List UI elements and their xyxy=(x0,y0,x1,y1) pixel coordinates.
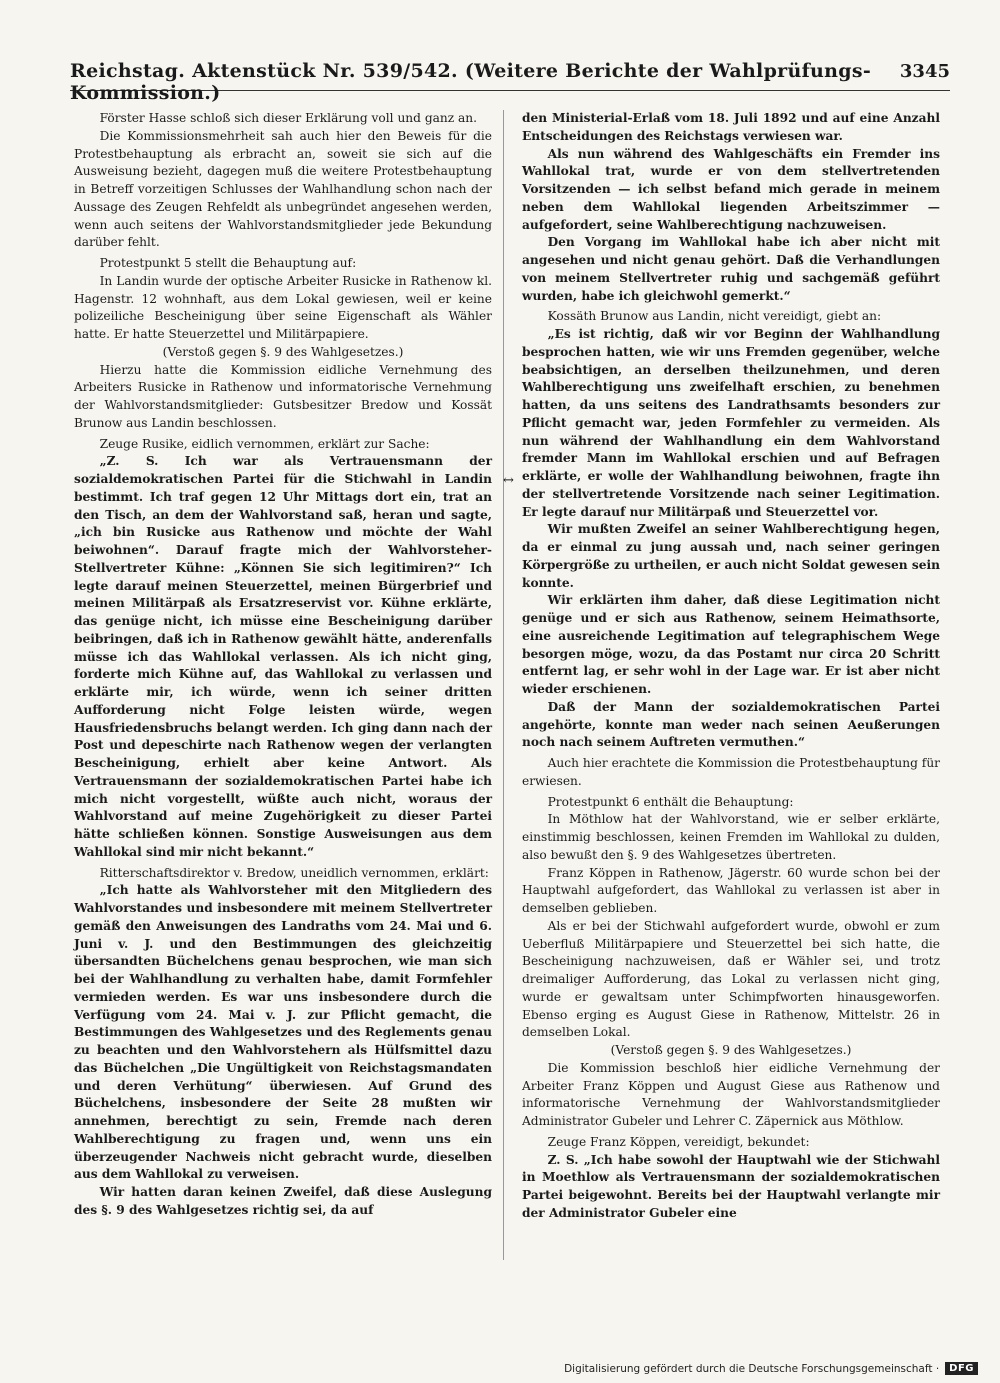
paragraph: Daß der Mann der sozialdemokratischen Partei angehörte, konnte man weder nach seinen Aeußerungen noch nach seinem Auftreten vermuthen.“ xyxy=(522,699,940,750)
paragraph: Hierzu hatte die Kommission eidliche Vernehmung des Arbeiters Rusicke in Rathenow und informatorische Vernehmung der Wahlvorstandsmitglieder: Gutsbesitzer Bredow und Kossät Brunow aus Landin beschlossen. xyxy=(74,362,492,430)
footer-credit: Digitalisierung gefördert durch die Deutsche Forschungsgemeinschaft · xyxy=(564,1362,940,1375)
paragraph: Protestpunkt 6 enthält die Behauptung: xyxy=(547,794,794,809)
paragraph: Wir mußten Zweifel an seiner Wahlberechtigung hegen, da er einmal zu jung aussah und, nach seiner geringen Körpergröße zu urtheilen, er auch nicht Soldat gewesen sein konnte. xyxy=(522,522,940,590)
paragraph: Franz Köppen in Rathenow, Jägerstr. 60 wurde schon bei der Hauptwahl aufgefordert, das Wahllokal zu verlassen ist aber in demselben geblieben. xyxy=(522,865,940,915)
paragraph: (Verstoß gegen §. 9 des Wahlgesetzes.) xyxy=(610,1043,852,1057)
paragraph: Auch hier erachtete die Kommission die Protestbehauptung für erwiesen. xyxy=(522,756,940,788)
left-column xyxy=(74,110,492,1220)
paragraph: Förster Hasse schloß sich dieser Erklärung voll und ganz an. xyxy=(99,111,478,125)
column-divider xyxy=(503,110,504,1260)
footer xyxy=(564,1362,978,1375)
paragraph: Ritterschaftsdirektor v. Bredow, uneidlich vernommen, erklärt: xyxy=(99,865,489,880)
paragraph: Wir hatten daran keinen Zweifel, daß diese Auslegung des §. 9 des Wahlgesetzes richtig sei, da auf xyxy=(74,1185,492,1217)
paragraph: Z. S. „Ich habe sowohl der Hauptwahl wie der Stichwahl in Moethlow als Vertrauensmann der sozialdemokratischen Partei beigewohnt. Bereits bei der Hauptwahl verlangte mir der Administrator Gubeler eine xyxy=(522,1152,940,1220)
paragraph: Wir erklärten ihm daher, daß diese Legitimation nicht genüge und er sich aus Rathenow, seinem Heimathsorte, eine ausreichende Legitimation auf telegraphischem Wege besorgen möge, wozu, da das Postamt nur circa 20 Schritt entfernt lag, er sehr wohl in der Lage war. Er ist aber nicht wieder erschienen. xyxy=(522,593,940,696)
paragraph: Die Kommission beschloß hier eidliche Vernehmung der Arbeiter Franz Köppen und August Giese aus Rathenow und informatorische Vernehmung der Wahlvorstandsmitglieder Administrator Gubeler und Lehrer C. Zäpernick aus Möthlow. xyxy=(522,1060,940,1128)
margin-marker-icon: ↔ xyxy=(503,473,514,488)
paragraph: Zeuge Rusike, eidlich vernommen, erklärt zur Sache: xyxy=(99,436,430,451)
paragraph: In Möthlow hat der Wahlvorstand, wie er selber erklärte, einstimmig beschlossen, keinen Fremden im Wahllokal zu dulden, also bewußt den §. 9 des Wahlgesetzes übertreten. xyxy=(522,812,940,862)
paragraph: In Landin wurde der optische Arbeiter Rusicke in Rathenow kl. Hagenstr. 12 wohnhaft, aus dem Lokal gewiesen, weil er keine polizeiliche Bescheinigung über seine Eigenschaft als Wähler hatte. Er hatte Steuerzettel und Militärpapiere. xyxy=(74,273,492,341)
paragraph: „Z. S. Ich war als Vertrauensmann der sozialdemokratischen Partei für die Stichwahl in Landin bestimmt. Ich traf gegen 12 Uhr Mittags dort ein, trat an den Tisch, an dem der Wahlvorstand saß, heran und sagte, „ich bin Rusicke aus Rathenow und möchte der Wahl beiwohnen“. Darauf fragte mich der Wahlvorsteher-Stellvertreter Kühne: „Können Sie sich legitimiren?“ Ich legte darauf meinen Steuerzettel, meinen Bürgerbrief und meinen Militärpaß als Ersatzreservist vor. Kühne erklärte, das genüge nicht, ich müsse eine Bescheinigung darüber beibringen, daß ich in Rathenow gewählt hätte, anderenfalls müsse ich das Wahllokal verlassen. Als ich nicht ging, forderte mich Kühne auf, das Wahllokal zu verlassen und erklärte mir, ich würde, wenn ich seiner dritten Aufforderung nicht Folge leisten würde, wegen Hausfriedensbruchs belangt werden. Ich ging dann nach der Post und depeschirte nach Rathenow wegen der verlangten Bescheinigung, erhielt aber keine Antwort. Als Vertrauensmann der sozialdemokratischen Partei habe ich mich nicht vorgestellt, wüßte auch nicht, woraus der Wahlvorstand auf meine Zugehörigkeit zu dieser Partei hätte schließen können. Sonstige Ausweisungen aus dem Wahllokal sind mir nicht bekannt.“ xyxy=(74,454,492,859)
right-column xyxy=(522,110,940,1223)
paragraph: Als nun während des Wahlgeschäfts ein Fremder ins Wahllokal trat, wurde er von dem stellvertretenden Vorsitzenden — ich selbst befand mich gerade in meinem neben dem Wahllokal liegenden Arbeitszimmer — aufgefordert, seine Wahlberechtigung nachzuweisen. xyxy=(522,146,940,232)
paragraph: Zeuge Franz Köppen, vereidigt, bekundet: xyxy=(547,1134,810,1149)
running-header: Reichstag. Aktenstück Nr. 539/542. (Weitere Berichte der Wahlprüfungs-Kommission.) xyxy=(70,60,872,104)
page-number: 3345 xyxy=(899,61,950,82)
paragraph: „Es ist richtig, daß wir vor Beginn der Wahlhandlung besprochen hatten, wie wir uns Fremden gegenüber, welche beabsichtigen, an derselben theilzunehmen, und deren Wahlberechtigung uns zweifelhaft erschien, zu benehmen hatten, da uns seitens des Landrathsamts besonders zur Pflicht gemacht war, jeden Formfehler zu vermeiden. Als nun während der Wahlhandlung ein dem Wahlvorstand fremder Mann im Wahllokal erschien und auf Befragen erklärte, er wolle der Wahlhandlung beiwohnen, fragte ihn der stellvertretende Vorsitzende nach seiner Legitimation. Er legte darauf nur Militärpaß und Steuerzettel vor. xyxy=(522,327,940,519)
paragraph: Den Vorgang im Wahllokal habe ich aber nicht mit angesehen und nicht genau gehört. Daß die Verhandlungen von meinem Stellvertreter ruhig und sachgemäß geführt wurden, habe ich gleichwohl gemerkt.“ xyxy=(522,235,940,303)
paragraph: „Ich hatte als Wahlvorsteher mit den Mitgliedern des Wahlvorstandes und insbesondere mit meinem Stellvertreter gemäß den Anweisungen des Landraths vom 24. Mai und 6. Juni v. J. und den Bestimmungen des gleichzeitig übersandten Büchelchens genau besprochen, wie man sich bei der Wahlhandlung zu verhalten habe, damit Formfehler vermieden werden. Es war uns insbesondere durch die Verfügung vom 24. Mai v. J. zur Pflicht gemacht, die Bestimmungen des Wahlgesetzes und des Reglements genau zu beachten und den Wahlvorstehern als Hülfsmittel dazu das Büchelchen „Die Ungültigkeit von Reichstagsmandaten und deren Verhütung“ überwiesen. Auf Grund des Büchelchens, insbesondere der Seite 28 mußten wir annehmen, berechtigt zu sein, Fremde nach deren Wahlberechtigung zu fragen und, wenn uns ein überzeugender Nachweis nicht gebracht wurde, dieselben aus dem Wahllokal zu verweisen. xyxy=(74,883,492,1182)
paragraph: Die Kommissionsmehrheit sah auch hier den Beweis für die Protestbehauptung als erbracht an, soweit sie sich auf die Ausweisung bezieht, dagegen muß die weitere Protestbehauptung in Betreff vorzeitigen Schlusses der Wahlhandlung schon nach der Aussage des Zeugen Rehfeldt als unbegründet angesehen werden, wenn auch seitens der Wahlvorstandsmitglieder jede Bekundung darüber fehlt. xyxy=(74,128,492,250)
page-header xyxy=(70,60,950,104)
paragraph: Als er bei der Stichwahl aufgefordert wurde, obwohl er zum Ueberfluß Militärpapiere und Steuerzettel bei sich hatte, die Bescheinigung nachzuweisen, daß er Wähler sei, und trotz dreimaliger Aufforderung, das Lokal zu verlassen nicht ging, wurde er gewaltsam unter Schimpfworten hinausgeworfen. Ebenso erging es August Giese in Rathenow, Mittelstr. 26 in demselben Lokal. xyxy=(522,918,940,1040)
paragraph: den Ministerial-Erlaß vom 18. Juli 1892 und auf eine Anzahl Entscheidungen des Reichstags verwiesen war. xyxy=(522,111,940,143)
dfg-logo: DFG xyxy=(945,1362,978,1375)
paragraph: Protestpunkt 5 stellt die Behauptung auf: xyxy=(99,256,357,270)
paragraph: (Verstoß gegen §. 9 des Wahlgesetzes.) xyxy=(162,344,404,359)
paragraph: Kossäth Brunow aus Landin, nicht vereidigt, giebt an: xyxy=(547,309,882,324)
